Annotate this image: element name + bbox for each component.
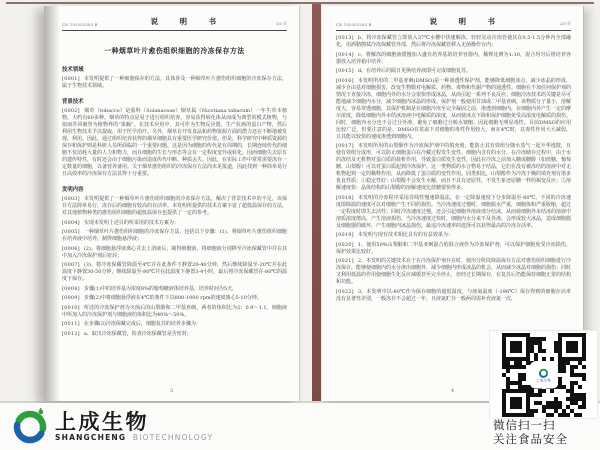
qr-code (490, 331, 597, 418)
paragraph: [0022] 3、本发明中以-80℃作为保存细胞的超低温度，与液氮温度（-196℃）保存得到的细胞存活率没有显著性差别，一般冻存不会超过一年，且液氮贮存一般两周需补充液氮一次， (336, 288, 571, 302)
paragraph: [0003] 本发明提供了一种烟草叶片愈伤组织细胞的冷冻保存方法，解决了背景技术中的不足，该保存方法简单易行，冻存后的细胞有较高的存活率。本发明所提供的技术方案丰富了超低温保存的方法，对其他植物种类的愈伤组织细胞的超低温保存也提供了一定的参考。 (62, 196, 288, 216)
logo-text (55, 411, 213, 442)
paragraph: [0005] 一种烟草叶片愈伤组织细胞的冷冻保存方法，包括以下步骤：(1)、将烟草叶片愈伤组织细胞在培养液中培养，制得细胞悬浮液； (62, 229, 287, 242)
doc-type-title: 说 明 书 (429, 17, 502, 26)
invention-title: 一种烟草叶片愈伤组织细胞的冷冻保存方法 (104, 47, 245, 55)
book-spine (312, 4, 321, 401)
page-header (336, 16, 571, 31)
paragraph: [0008] 步骤(1)中的培养基为浓度8%的葡萄糖液体培养基，培养时间为5天。 (62, 285, 238, 292)
paragraph: [0017] 本发明所用的山梨醇作为冷冻保护剂中的填充剂，能防止其有效组分随水蒸气一起升华逸散，且使有效组分成形，可以防止细胞蛋白在冷藏过程发生变性。细胞内含有的水分，在冷冻储存过程中，由于水的冻结及无机物对蛋白质的盐析作用，导致蛋白质发生变性，因此在冷冻之前加入糖或糖醇（如蔗糖、葡萄糖、山梨醇）可以对蛋白质起到冷冻保护。这一类物质的水合物易于结晶，它们在没有被冻结的溶液中对无机物起到一定的稀释作用，从而降低了蛋白质的变性作用。同类相比，山梨醇作为冷冻干燥的填充剂有诸多优良性质：①稳定性好：山梨醇不会发生水解，而且不具有还原性，不发生象还原糖一样的褐变反应；②溶解速度快：晶体结构的山梨醇的溶解速度比蔗糖要快得多。 (336, 143, 572, 191)
section-heading: 技术领域 (62, 67, 84, 73)
qr-caption (493, 419, 568, 446)
logo-swirl-icon (10, 406, 50, 446)
paragraph: [0018] 本发明的冷冻程序采用非线性慢速降温法，在一定降温速度下分步降温至-80℃。不同的冷冻速度即降温的速度可以对细胞产生不同的损伤。当冷冻速度过慢时，细胞脱水严重，细胞体积严重收缩，超过一定程度时即失去活性；同时冷冻速度过慢，还会引起细胞外溶液部分结冰，从而使细胞外未结冰的溶液中溶质浓度增高，产生溶液损伤。当冷冻速度过快时，细胞内水分来不及外渗，会形成较大冰晶，造成细胞膜及细胞器的破坏，产生细胞内冰晶损伤。最适冷冻速率的选择可以获得最高的冷冻存活率。 (336, 194, 572, 229)
logo-cn-text: 上成生物 (55, 409, 149, 434)
page-header (62, 16, 287, 31)
section-heading: 发明内容 (62, 187, 84, 193)
logo-en-text (55, 433, 213, 442)
page-number-footer: 3 (170, 389, 173, 394)
qr-center-logo (532, 363, 556, 386)
paragraph: [0007] (3)、将冷冻保藏管降温至4℃并在此条件下静置20-40分钟，然后继续降温至-20℃并在此温度下静置30-50分钟，继续降温至-80℃并在此温度下静置3-4小时，最后将冷冻保藏管在-80℃的温度下保存。 (62, 262, 287, 282)
logo-en-light: BIOTECHNOLOGY (132, 432, 214, 442)
paragraph: [0013] b、将冷冻保藏管立即放入37℃水槽中快速解冻，轻轻晃动冷冻管使其在0.5-1.5分钟内全部融化，用酒精擦拭冷冻保藏管外部，然后将冷冻保藏管移入无菌操作台内； (336, 35, 571, 48)
patent-number: CN 103355285 B (62, 23, 98, 27)
company-logo (10, 406, 213, 446)
paragraph: [0014] c、将解冻的细胞液缓慢加入盛有培养基的培养容器内，稀释比例为1:10，混合均匀后将培养容器放入培养箱中培养； (336, 51, 571, 65)
paragraph: [0019] 本发明与现有技术相比具有的有益效果为： (336, 232, 453, 238)
paragraph: [0015] d、在培养后的隔日更换培养液即可完成细胞复苏。 (336, 68, 472, 74)
right-page-paragraphs (336, 35, 571, 303)
paragraph: [0011] 在步骤(3)冷冻保藏完成后，细胞复苏的培养步骤为： (62, 321, 201, 327)
qr-center-label: 上成生物 (535, 378, 552, 382)
paragraph: [0021] 2、本发明的关键技术在于在冷冻保护剂存在时，使用分阶段降温保存方法对愈伤组织细胞进行冷冻保存，能够使细胞内的水分渗出细胞外，减少细胞内形成冰晶的机会，从而减少冰晶对细胞的损伤；同时又利用低温的作用使细胞生化反应减缓甚至完全停止，但经过长期保存，在复苏后仍能保持细胞正常的结构和功能。 (336, 258, 572, 285)
logo-en-bold: SHANGCHENG (55, 432, 127, 442)
left-page-paragraphs (62, 65, 287, 338)
doc-type-title: 说 明 书 (150, 17, 223, 26)
paragraph: [0010] 所述的冷冻保护剂为灭菌后的山梨醇和二甲基亚砜，两者的体积比为2：0.9～1.1，细胞液中所加入的冷冻保护剂与细胞液的体积比为40%～50%。 (62, 304, 287, 318)
logo-swirl-icon (538, 367, 549, 378)
patent-number: CN 103355285 B (336, 23, 372, 27)
page-indicator: 1/3 页 (275, 21, 287, 26)
qr-caption-line1: 微信扫一扫 (493, 418, 556, 432)
page-indicator: 2/3 页 (559, 21, 571, 26)
section-heading: 背景技术 (62, 99, 84, 105)
qr-caption-line2: 关注食品安全 (493, 431, 568, 446)
paragraph: [0001] 本发明提供了一种细胞保存的方法，具体涉及一种烟草叶片愈伤组织细胞的冷冻保存方法，属于生物技术领域。 (62, 76, 287, 89)
paragraph: [0020] 1、使用50%山梨醇和二甲基亚砜混合的混合液作为冷冻保护剂，可以保护细胞免受冷冻损伤，保护效果比较好。 (336, 241, 571, 255)
paragraph: [0012] a、取出冷冻保藏管，检查冷冻保藏管是否密封； (62, 330, 192, 337)
paragraph: [0002] 烟草（tobacco）是茄科（Solanaceae）烟草属（Nicotiana tabacum）一年生草本植物，大约有60多种。烟草的特点是易于进行组织培养，容易获得转化体从而成为典型的模式植物，与拟南芥同被誉为植物界的“果蝇”。在技术应用中，其可作为生物反应器，生产抗癌的蛋白产物，然后利用生物技术予以提取，用于医学治疗。另外，烟草在开发食品和药物资源方面的潜力还在不断地被发现、利用。因此，通过组织培养获得的烟草细胞具有重要医学研究价值。但是，科学研究中种质资源的保存和保护则是科研人员所面临的一个重要问题。这是因为细胞的传代是有周期的，长期连续传代的细胞不仅消耗大量的人力和物力，而且细胞的生长与形态等会有一定程度变异或转化，因而细胞失去原有的遗传特性，有时还会由于细胞污染而造成传代中断、种质丢失。因此，在实际工作中常常需要冻存一定数量的细胞，以备营养备用。关于烟草愈伤组织的冷冻保存方法尚未见报道，因此找到一种简单易行且高效率的冷冻保存方法显得十分重要。 (62, 108, 288, 177)
paragraph: [0009] 步骤(2)中将细胞悬浮液在4℃的条件下以800-1000 rpm的速度离心5-10分钟。 (62, 295, 262, 301)
page-number-footer: 4 (451, 389, 454, 394)
paragraph: [0016] 本发明所用的二甲基亚砜(DMSO)是一种渗透性保护剂，能够降低细胞冰点，减少冰晶的形成，减少自由基对细胞损害，改变生物膜对电解质、药物、毒物和代谢产物的通透性。细胞在不加任何保护剂的情况下直接冷冻，细胞内外的水分会很快形成冰晶，从而引起一系列不良反应。细胞冷冻技术的关键是尽可能地减少细胞内水分，减少细胞内冰晶的形成。保护剂一般使用甘油或二甲基亚砜，该物质分子量小，溶解度大，容易穿透细胞，其保护机制是在细胞冷冻至完全凝固之前，渗透到细胞内，在细胞内外产生一定的摩尔浓度，降低细胞内外未结冰溶液中电解质的浓度，从而使冰点下降和保护细胞免受高浓度电解质的损伤。同时，细胞内水分也不会过分外渗，避免了细胞过分脱水皱缩，因此细胞无明显毒性。目前DMSO的应用比较广泛，但要注意的是，DMSO在常温下对细胞的毒性作用较大，而在4℃时，其毒性作用大大减弱，且其能以较快的速度渗透到细胞内。 (336, 77, 572, 140)
paragraph: [0004] 实现本发明上述目的所采用的技术方案为： (62, 219, 179, 226)
book-top-edge (6, 2, 594, 4)
paragraph: [0006] (2)、将细胞悬浮液离心并去上清液后，制得细胞液，将细胞液分别移至冷冻保藏管中并在其中加入冷冻保护剂后密封； (62, 245, 287, 259)
patent-page-left (44, 6, 300, 401)
